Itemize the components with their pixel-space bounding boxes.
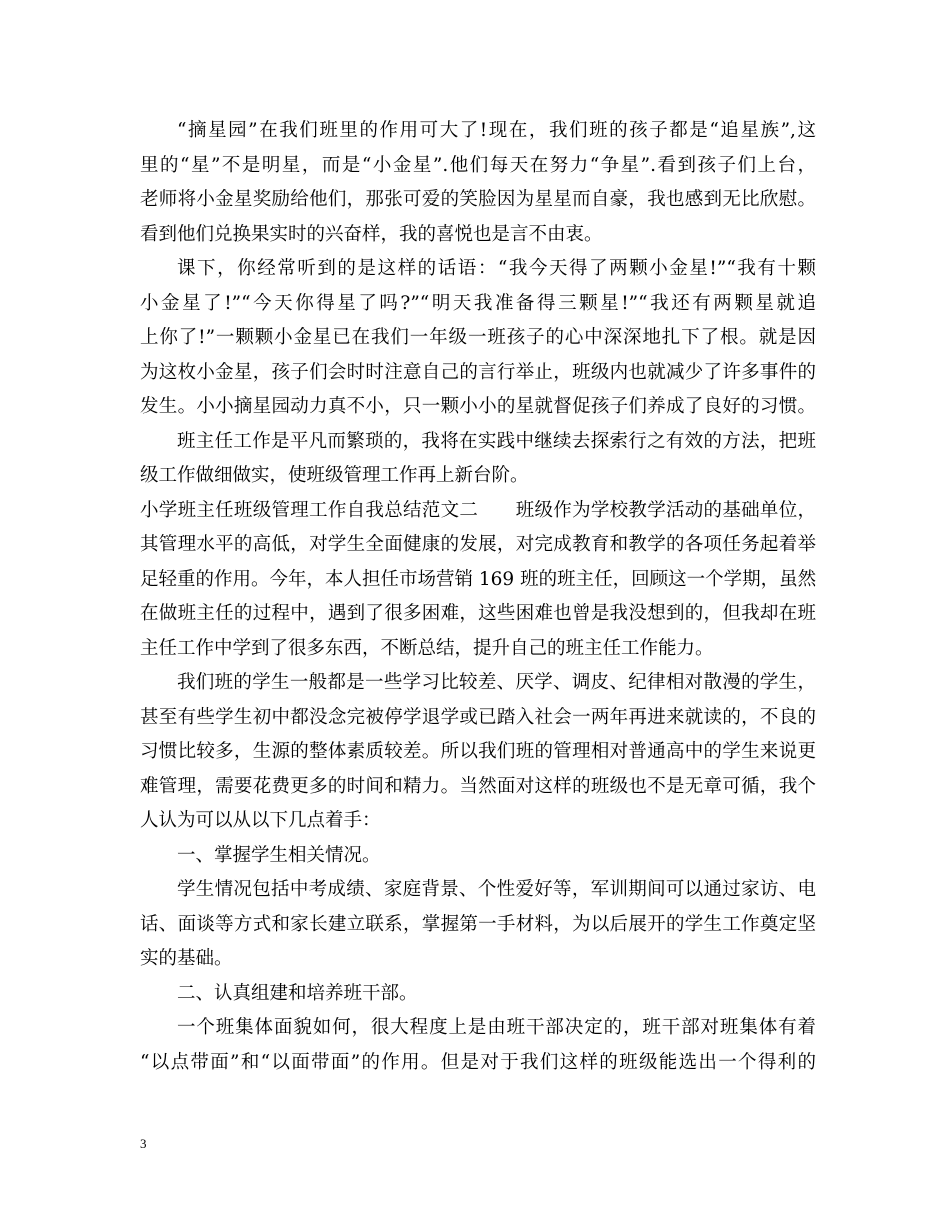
text-line: 难管理，需要花费更多的时间和精力。当然面对这样的班级也不是无章可循，我个 <box>140 775 816 797</box>
text-line: 小金星了!”“今天你得星了吗?”“明天我准备得三颗星!”“我还有两颗星就追 <box>140 292 816 314</box>
text-line: 上你了!”一颗颗小金星已在我们一年级一班孩子的心中深深地扎下了根。就是因 <box>140 327 816 348</box>
text-line: 为这枚小金星，孩子们会时时注意自己的言行举止，班级内也就减少了许多事件的 <box>140 361 816 383</box>
text-line: 发生。小小摘星园动力真不小，只一颗小小的星就督促孩子们养成了良好的习惯。 <box>140 396 816 417</box>
document-body <box>140 114 816 1080</box>
text-line: 一个班集体面貌如何，很大程度上是由班干部决定的，班干部对班集体有着 <box>177 1017 816 1038</box>
section-heading: 二、认真组建和培养班干部。 <box>177 982 418 1004</box>
text-line: 实的基础。 <box>140 948 233 969</box>
text-line: 看到他们兑换果实时的兴奋样，我的喜悦也是言不由衷。 <box>140 223 603 245</box>
text-line: 学生情况包括中考成绩、家庭背景、个性爱好等，军训期间可以通过家访、电 <box>177 879 816 900</box>
page-number: 3 <box>140 1136 147 1151</box>
text-line: 小学班主任班级管理工作自我总结范文二 班级作为学校教学活动的基础单位， <box>140 499 816 521</box>
text-line: “以点带面”和“以面带面”的作用。但是对于我们这样的班级能选出一个得利的 <box>140 1051 816 1073</box>
text-line: 甚至有些学生初中都没念完被停学退学或已踏入社会一两年再进来就读的，不良的 <box>140 706 816 728</box>
text-line: 在做班主任的过程中，遇到了很多困难，这些困难也曾是我没想到的，但我却在班 <box>140 603 816 624</box>
text-line: 班主任工作是平凡而繁琐的，我将在实践中继续去探索行之有效的方法，把班 <box>177 430 816 452</box>
text-line: 其管理水平的高低，对学生全面健康的发展，对完成教育和教学的各项任务起着举 <box>140 534 816 555</box>
text-line: 我们班的学生一般都是一些学习比较差、厌学、调皮、纪律相对散漫的学生， <box>177 672 816 693</box>
text-line: 足轻重的作用。今年，本人担任市场营销 169 班的班主任，回顾这一个学期，虽然 <box>140 568 816 590</box>
text-line: 话、面谈等方式和家长建立联系，掌握第一手材料，为以后展开的学生工作奠定坚 <box>140 913 816 935</box>
text-line: 课下，你经常听到的是这样的话语：“我今天得了两颗小金星!”“我有十颗 <box>177 258 816 279</box>
text-line: 主任工作中学到了很多东西，不断总结，提升自己的班主任工作能力。 <box>140 637 714 659</box>
text-line: 人认为可以从以下几点着手： <box>140 810 381 831</box>
text-line: “摘星园”在我们班里的作用可大了!现在，我们班的孩子都是“追星族”,这 <box>177 120 816 141</box>
section-heading: 一、掌握学生相关情况。 <box>177 844 381 866</box>
text-line: 级工作做细做实，使班级管理工作再上新台阶。 <box>140 465 529 486</box>
text-line: 里的“星”不是明星，而是“小金星”.他们每天在努力“争星”.看到孩子们上台， <box>140 154 816 176</box>
text-line: 老师将小金星奖励给他们，那张可爱的笑脸因为星星而自豪，我也感到无比欣慰。 <box>140 189 816 210</box>
text-line: 习惯比较多，生源的整体素质较差。所以我们班的管理相对普通高中的学生来说更 <box>140 741 816 762</box>
